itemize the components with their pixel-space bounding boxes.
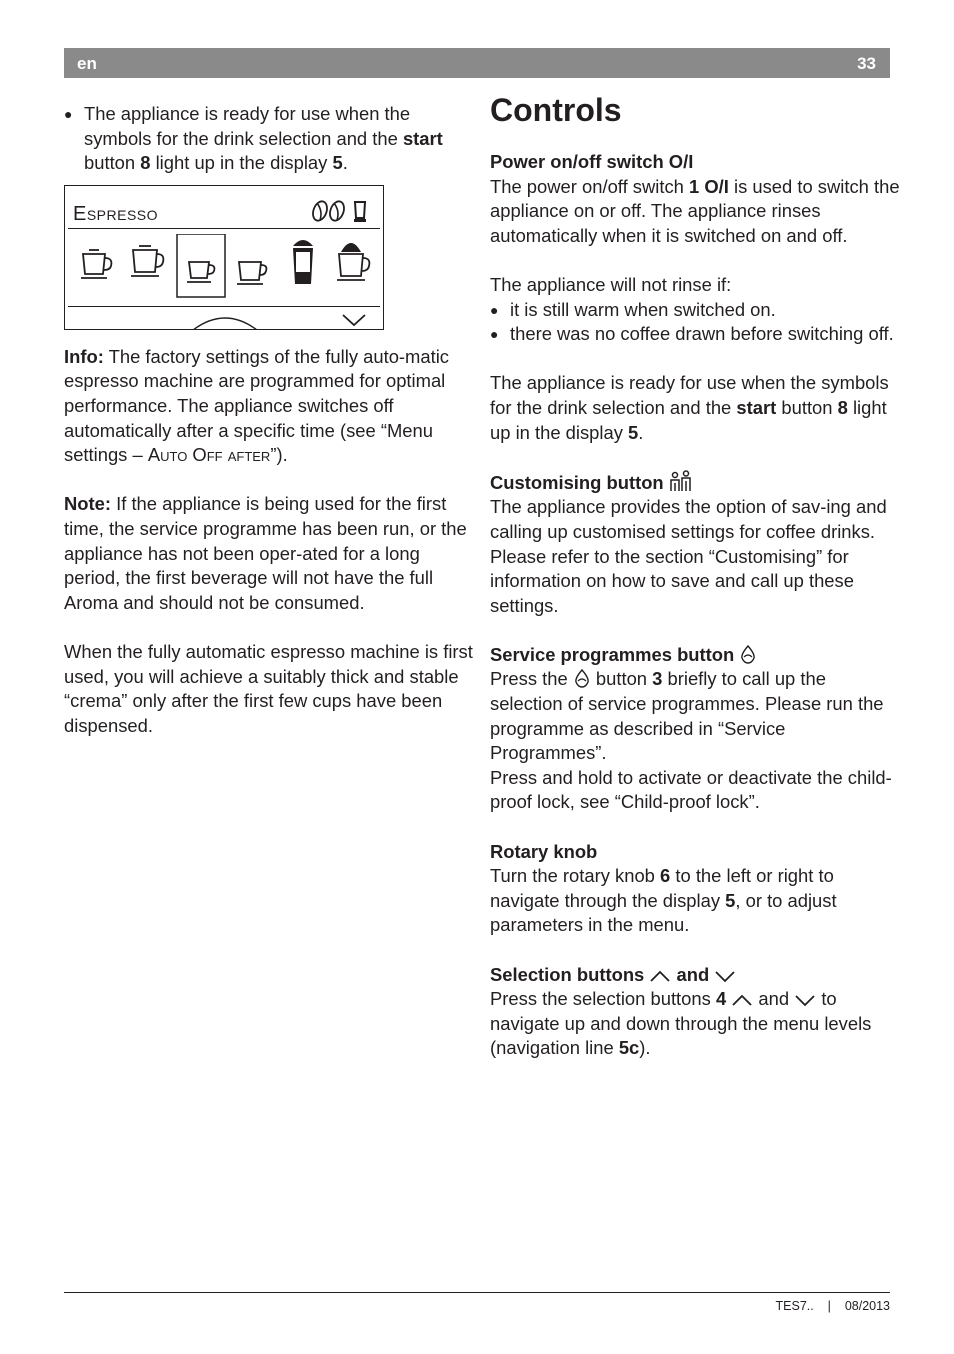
footer-rule — [64, 1292, 890, 1293]
milk-cup-icon — [337, 243, 369, 280]
info-paragraph: Info: The factory settings of the fully auto-matic espresso machine are programmed for optimal performance. The appliance switches off automatically after a specific time (see “Menu settings – Auto Off after”). — [64, 345, 449, 466]
selected-box — [177, 234, 225, 297]
coffee-cup-icon — [131, 246, 163, 276]
chevron-down-icon — [341, 312, 367, 328]
childlock-text: Press and hold to activate or deactivate the child-proof lock, see “Child-proof lock”. — [490, 766, 892, 813]
coffee-bean-icon — [309, 198, 379, 224]
customising-icon — [669, 470, 693, 492]
customising-text: The appliance provides the option of sav-ing and calling up customised settings for coffee drinks. Please refer to the section “Customising” for information on how to save and call up these settings. — [490, 496, 887, 616]
rotary-heading: Rotary knob — [490, 840, 598, 862]
chevron-up-icon — [731, 992, 753, 1008]
bullet-dot-icon: ● — [490, 326, 499, 343]
footer-date: 08/2013 — [844, 1299, 890, 1313]
bullet-dot-icon: ● — [490, 301, 499, 318]
ready-paragraph: The appliance is ready for use when the symbols for the drink selection and the start button 8 light up in the display 5. — [490, 372, 889, 443]
customising-heading: Customising button — [490, 470, 900, 496]
power-heading: Power on/off switch O/I — [490, 151, 694, 172]
footer-separator: | — [827, 1299, 831, 1313]
display-divider-top — [68, 228, 380, 229]
footer — [776, 1299, 890, 1313]
left-column — [64, 102, 474, 738]
crema-paragraph: When the fully automatic espresso machine is first used, you will achieve a suitably thick and stable “crema” only after the first few cups have been dispensed. — [64, 640, 473, 736]
service-heading: Service programmes button — [490, 643, 900, 668]
display-title: Espresso — [73, 202, 159, 225]
selection-text: Press the selection buttons 4 and to navigate up and down through the menu levels (navigation line 5c). — [490, 988, 872, 1059]
ready-bullet: ● The appliance is ready for use when the symbols for the drink selection and the start button 8 light up in the display 5. — [64, 103, 443, 174]
language-code: en — [77, 54, 97, 73]
rotary-text: Turn the rotary knob 6 to the left or right to navigate through the display 5, or to adjust parameters in the menu. — [490, 865, 837, 936]
display-illustration — [64, 185, 384, 330]
coffee-cup-icon — [81, 250, 111, 278]
coffee-cup-icon — [187, 262, 214, 282]
right-column — [490, 150, 900, 1061]
coffee-cup-icon — [237, 262, 266, 284]
page-header-bar — [64, 48, 890, 78]
chevron-down-icon — [794, 992, 816, 1008]
page-title: Controls — [490, 92, 622, 128]
note-paragraph: Note: If the appliance is being used for the first time, the service programme has been run, or the appliance has not been oper-ated for a long period, the first beverage will not have the full Aroma and should not be consumed. — [64, 493, 467, 613]
service-drop-icon — [573, 668, 591, 688]
chevron-down-icon — [714, 968, 736, 984]
service-drop-icon — [739, 644, 757, 664]
rinse-intro: The appliance will not rinse if: — [490, 273, 732, 295]
rinse-bullet: ● there was no coffee drawn before switching off. — [490, 322, 900, 347]
selection-heading: Selection buttons and — [490, 963, 900, 988]
rotary-arc — [185, 312, 265, 330]
footer-model: TES7.. — [775, 1299, 814, 1313]
service-text: Press the button 3 briefly to call up the selection of service programmes. Please run the programme as described in “Service Programmes”. — [490, 668, 884, 764]
rinse-bullet: ● it is still warm when switched on. — [490, 298, 900, 323]
bullet-dot-icon: ● — [64, 106, 73, 122]
drink-selection-icons — [75, 234, 375, 304]
display-divider-bottom — [68, 306, 380, 307]
chevron-up-icon — [649, 968, 671, 984]
glass-icon — [293, 240, 313, 284]
power-text: The power on/off switch 1 O/I is used to switch the appliance on or off. The appliance rinses automatically when it is switched on and off. — [490, 175, 900, 246]
page-number: 33 — [857, 54, 876, 73]
